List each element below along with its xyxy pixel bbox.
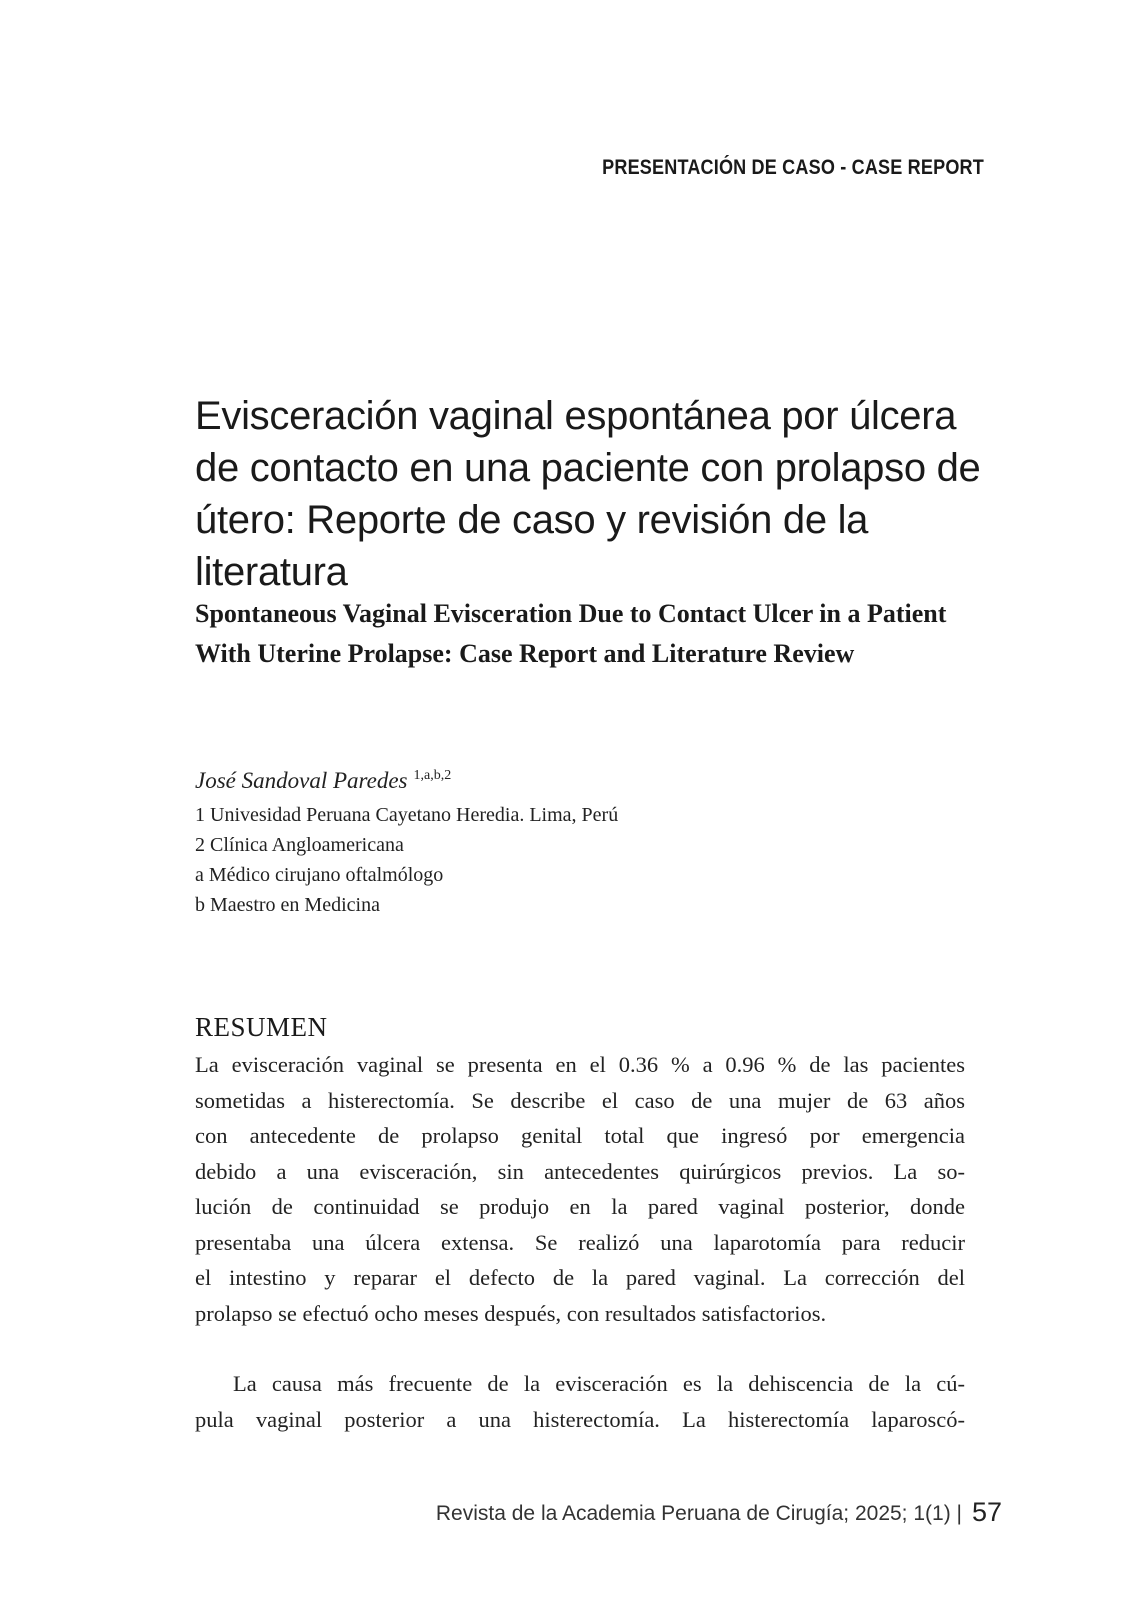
- section-label: PRESENTACIÓN DE CASO - CASE REPORT: [602, 156, 984, 179]
- abstract-line: lución de continuidad se produjo en la pared vaginal posterior, donde: [195, 1194, 965, 1219]
- author-name: José Sandoval Paredes: [195, 768, 408, 793]
- abstract-line: sometidas a histerectomía. Se describe el caso de una mujer de 63 años: [195, 1087, 965, 1113]
- abstract-line: con antecedente de prolapso genital total que ingresó por emergencia: [195, 1123, 965, 1148]
- article-title-english: Spontaneous Vaginal Evisceration Due to Contact Ulcer in a Patient With Uterine Prolapse: Case Report and Literature Review: [195, 599, 947, 668]
- page-number: 57: [972, 1497, 1003, 1527]
- body-line: pula vaginal posterior a una histerectomía. La histerectomía laparoscó-: [195, 1406, 965, 1432]
- journal-citation: Revista de la Academia Peruana de Cirugía; 2025; 1(1) |: [435, 1502, 962, 1525]
- abstract-line: La evisceración vaginal se presenta en el 0.36 % a 0.96 % de las pacientes: [195, 1052, 965, 1077]
- affiliation-item: b Maestro en Medicina: [195, 894, 380, 916]
- abstract-line: prolapso se efectuó ocho meses después, con resultados satisfactorios.: [195, 1300, 827, 1326]
- affiliation-item: 2 Clínica Angloamericana: [195, 834, 404, 856]
- author-affiliation-marks: 1,a,b,2: [413, 768, 452, 783]
- body-line: La causa más frecuente de la evisceración es la dehiscencia de la cú-: [233, 1371, 965, 1396]
- article-title-spanish: Evisceración vaginal espontánea por úlcera de contacto en una paciente con prolapso de útero: Reporte de caso y revisión de la literatura: [195, 394, 981, 594]
- affiliations-list: [195, 800, 618, 920]
- abstract-line: presentaba una úlcera extensa. Se realizó una laparotomía para reducir: [195, 1229, 965, 1255]
- abstract-line: debido a una evisceración, sin antecedentes quirúrgicos previos. La so-: [195, 1158, 965, 1184]
- body-paragraph: [195, 1366, 965, 1437]
- affiliation-item: a Médico cirujano oftalmólogo: [195, 864, 444, 886]
- abstract-heading: RESUMEN: [195, 1012, 328, 1042]
- abstract-paragraph: [195, 1047, 965, 1331]
- author-line: [195, 768, 451, 794]
- abstract-line: el intestino y reparar el defecto de la pared vaginal. La corrección del: [195, 1265, 965, 1290]
- affiliation-item: 1 Univesidad Peruana Cayetano Heredia. Lima, Perú: [195, 804, 619, 826]
